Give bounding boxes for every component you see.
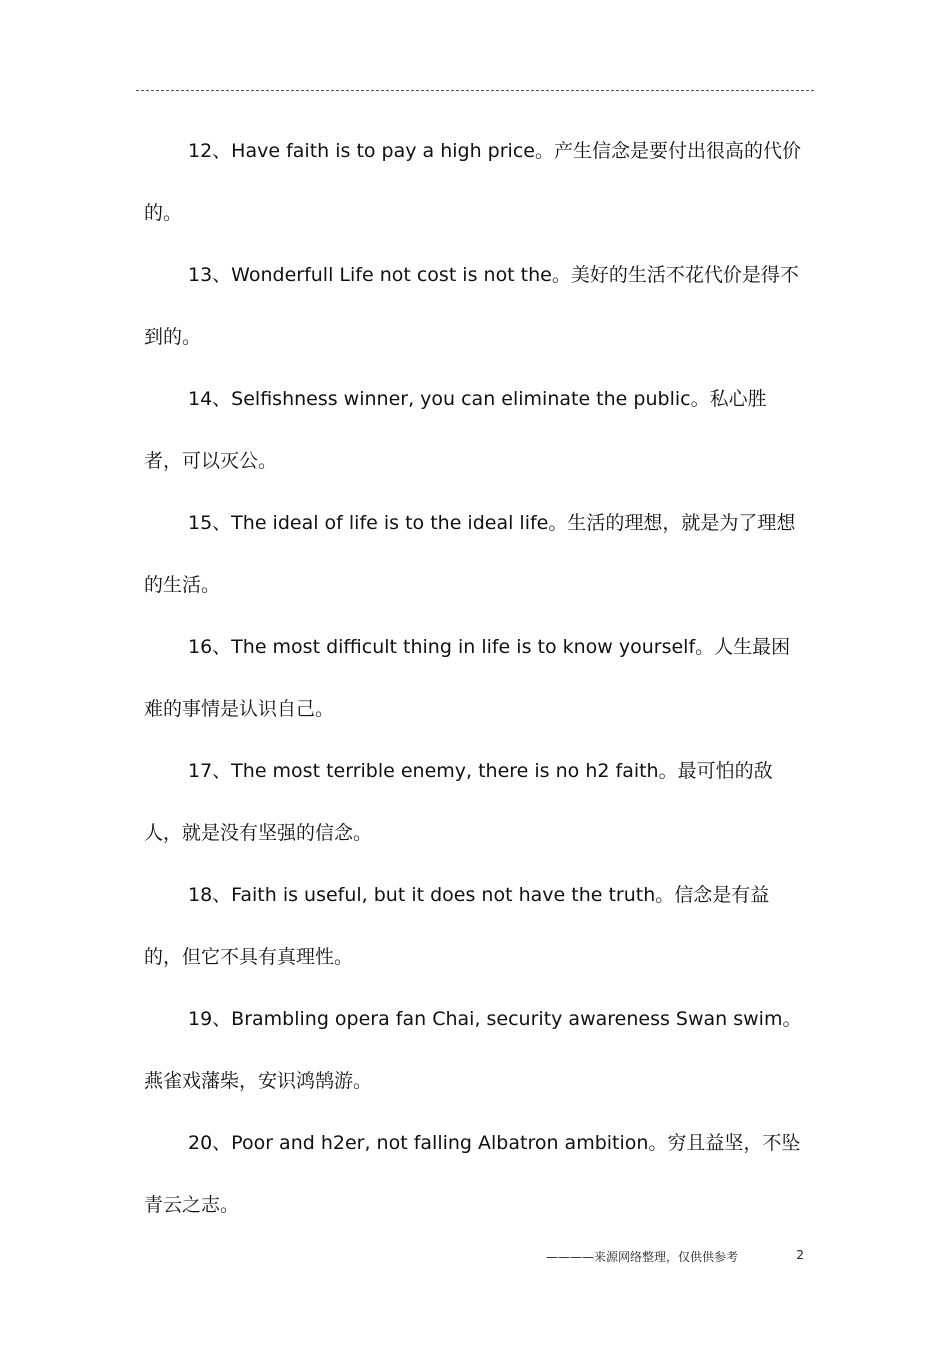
quote-entry-20: 20、Poor and h2er, not falling Albatron ambition。穷且益坚，不坠青云之志。 <box>144 1132 801 1216</box>
quote-entry-17: 17、The most terrible enemy, there is no h2 faith。最可怕的敌人，就是没有坚强的信念。 <box>144 760 773 844</box>
footer-source-note: ————来源网络整理，仅供供参考 <box>546 1250 739 1264</box>
quote-entry-15: 15、The ideal of life is to the ideal life。生活的理想，就是为了理想的生活。 <box>144 512 796 596</box>
quote-list <box>144 120 804 1236</box>
quote-entry-12: 12、Have faith is to pay a high price。产生信念是要付出很高的代价的。 <box>144 140 801 224</box>
page-footer <box>540 1248 810 1268</box>
page-number: 2 <box>796 1248 804 1262</box>
header-divider <box>136 90 814 91</box>
quote-entry-18: 18、Faith is useful, but it does not have the truth。信念是有益的，但它不具有真理性。 <box>144 884 770 968</box>
quote-entry-13: 13、Wonderfull Life not cost is not the。美好的生活不花代价是得不到的。 <box>144 264 799 348</box>
quote-entry-14: 14、Selfishness winner, you can eliminate the public。私心胜者，可以灭公。 <box>144 388 767 472</box>
quote-entry-16: 16、The most difficult thing in life is to know yourself。人生最困难的事情是认识自己。 <box>144 636 791 720</box>
quote-entry-19: 19、Brambling opera fan Chai, security awareness Swan swim。燕雀戏藩柴，安识鸿鹄游。 <box>144 1008 802 1092</box>
